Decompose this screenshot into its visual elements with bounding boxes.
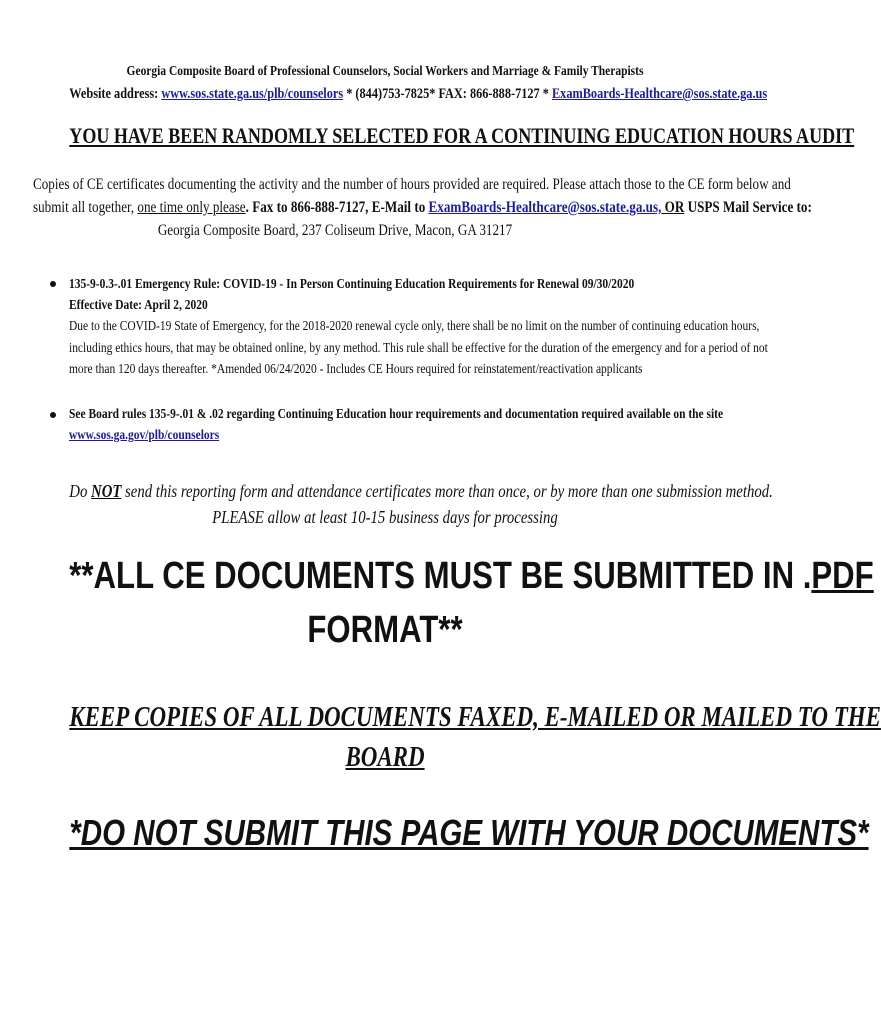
notice-not: NOT bbox=[91, 481, 122, 501]
bullet-dot bbox=[50, 412, 56, 418]
pdf-format-line-2: FORMAT** bbox=[307, 609, 463, 651]
bullet-2-title: See Board rules 135-9-.01 & .02 regarding Continuing Education hour requirements and documentation required available on the site bbox=[69, 407, 724, 422]
pdf-format-text: **ALL CE DOCUMENTS MUST BE SUBMITTED IN . bbox=[69, 555, 812, 597]
email-link[interactable]: ExamBoards-Healthcare@sos.state.ga.us bbox=[551, 86, 768, 102]
notice-rest: send this reporting form and attendance certificates more than once, or by more than one submission method. bbox=[121, 481, 773, 501]
processing-notice: PLEASE allow at least 10-15 business days for processing bbox=[212, 507, 558, 527]
fax-email-text: . Fax to 866-888-7127, E-Mail to bbox=[245, 199, 429, 216]
pdf-format-line-1 bbox=[69, 555, 874, 598]
usps-text: USPS Mail Service to: bbox=[684, 199, 812, 216]
bullet-1-body-1: Due to the COVID-19 State of Emergency, for the 2018-2020 renewal cycle only, there shall be no limit on the number of continuing education hours, bbox=[69, 319, 760, 334]
one-time-only: one time only please bbox=[137, 199, 246, 216]
or-text: OR bbox=[661, 199, 685, 216]
bullet-dot bbox=[50, 281, 56, 287]
contact-line bbox=[69, 86, 768, 103]
audit-title: YOU HAVE BEEN RANDOMLY SELECTED FOR A CONTINUING EDUCATION HOURS AUDIT bbox=[69, 123, 855, 148]
website-link[interactable]: www.sos.state.ga.us/plb/counselors bbox=[161, 86, 344, 102]
bullet-1-body-3: more than 120 days thereafter. *Amended 06/24/2020 - Includes CE Hours required for reinstatement/reactivation applicants bbox=[69, 362, 643, 377]
phone-fax: * (844)753-7825* FAX: 866-888-7127 * bbox=[343, 86, 552, 102]
bullet-1-title: 135-9-0.3-.01 Emergency Rule: COVID-19 - In Person Continuing Education Requirements for Renewal 09/30/2020 bbox=[69, 277, 635, 292]
intro-text: submit all together, bbox=[33, 199, 138, 216]
intro-line-2 bbox=[33, 199, 812, 217]
bullet-1-effective: Effective Date: April 2, 2020 bbox=[69, 298, 208, 313]
intro-line-1: Copies of CE certificates documenting the activity and the number of hours provided are required. Please attach those to the CE form below and bbox=[33, 176, 791, 193]
do-not-submit-notice: *DO NOT SUBMIT THIS PAGE WITH YOUR DOCUMENTS* bbox=[69, 812, 869, 853]
website-label: Website address: bbox=[69, 86, 162, 102]
submission-notice bbox=[69, 481, 773, 502]
board-name: Georgia Composite Board of Professional Counselors, Social Workers and Marriage & Family Therapists bbox=[126, 64, 644, 79]
notice-do: Do bbox=[69, 481, 92, 501]
board-address: Georgia Composite Board, 237 Coliseum Drive, Macon, GA 31217 bbox=[157, 222, 513, 239]
pdf-word: PDF bbox=[811, 555, 874, 597]
bullet-2-link[interactable]: www.sos.ga.gov/plb/counselors bbox=[69, 428, 220, 443]
keep-copies-line-1: KEEP COPIES OF ALL DOCUMENTS FAXED, E-MAILED OR MAILED TO THE bbox=[69, 702, 881, 733]
intro-email-link[interactable]: ExamBoards-Healthcare@sos.state.ga.us, bbox=[428, 199, 662, 216]
bullet-1-body-2: including ethics hours, that may be obtained online, by any method. This rule shall be effective for the duration of the emergency and for a period of not bbox=[69, 341, 768, 356]
keep-copies-line-2: BOARD bbox=[345, 742, 425, 773]
